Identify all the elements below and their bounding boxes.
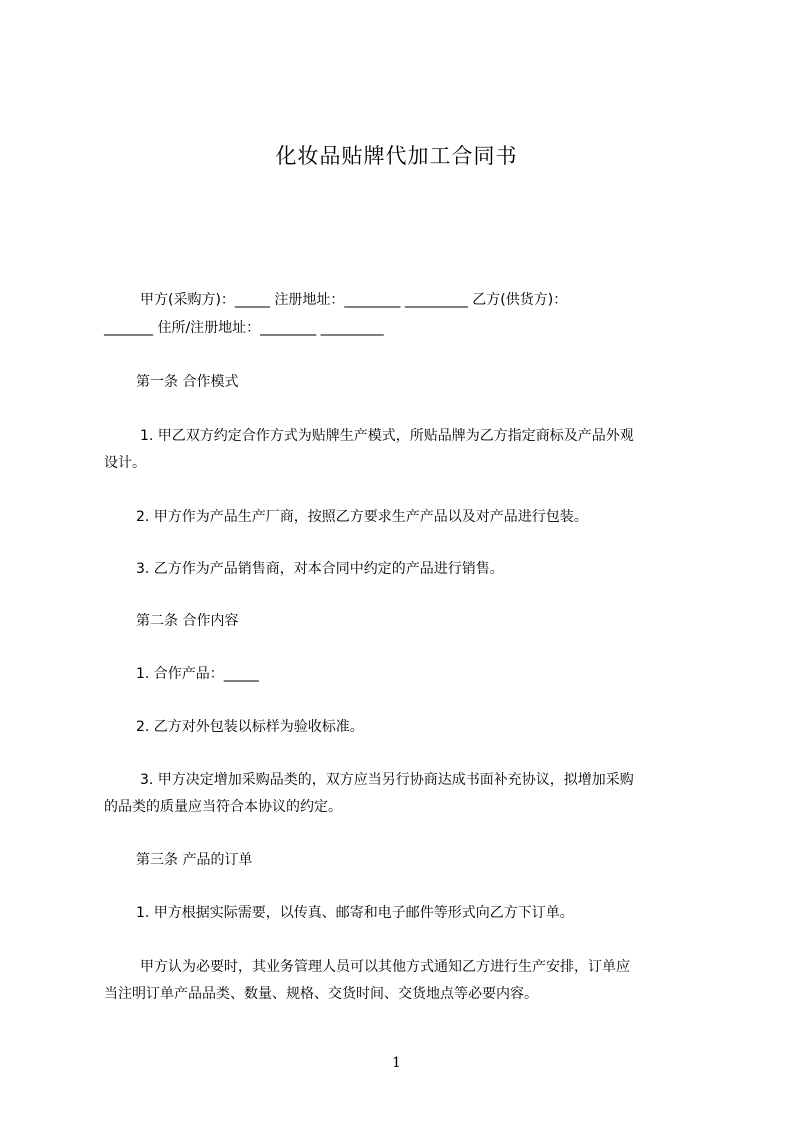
article-1-item-1-line-2: 设计。 (104, 455, 146, 471)
document-title: 化妆品贴牌代加工合同书 (275, 144, 518, 168)
article-2-item-1: 1. 合作产品：_____ (136, 666, 259, 682)
article-1-heading: 第一条 合作模式 (136, 374, 239, 390)
article-3-para-line-1: 甲方认为必要时，其业务管理人员可以其他方式通知乙方进行生产安排，订单应 (140, 959, 630, 975)
page-number: 1 (392, 1055, 401, 1071)
article-1-item-2: 2. 甲方作为产品生产厂商，按照乙方要求生产产品以及对产品进行包装。 (136, 509, 588, 525)
article-3-item-1: 1. 甲方根据实际需要，以传真、邮寄和电子邮件等形式向乙方下订单。 (136, 905, 574, 921)
parties-line-2: _______ 住所/注册地址：________ _________ (104, 320, 384, 336)
article-3-heading: 第三条 产品的订单 (136, 852, 253, 868)
parties-line-1: 甲方(采购方)：_____ 注册地址：________ _________ 乙方(供货方)： (140, 292, 568, 308)
article-2-item-2: 2. 乙方对外包装以标样为验收标准。 (136, 719, 364, 735)
article-2-item-3-line-2: 的品类的质量应当符合本协议的约定。 (104, 799, 342, 815)
article-3-para-line-2: 当注明订单产品品类、数量、规格、交货时间、交货地点等必要内容。 (104, 986, 538, 1002)
article-2-heading: 第二条 合作内容 (136, 613, 239, 629)
article-1-item-3: 3. 乙方作为产品销售商，对本合同中约定的产品进行销售。 (136, 561, 504, 577)
article-2-item-3-line-1: 3. 甲方决定增加采购品类的，双方应当另行协商达成书面补充协议，拟增加采购 (140, 772, 634, 788)
article-1-item-1-line-1: 1. 甲乙双方约定合作方式为贴牌生产模式，所贴品牌为乙方指定商标及产品外观 (140, 428, 634, 444)
